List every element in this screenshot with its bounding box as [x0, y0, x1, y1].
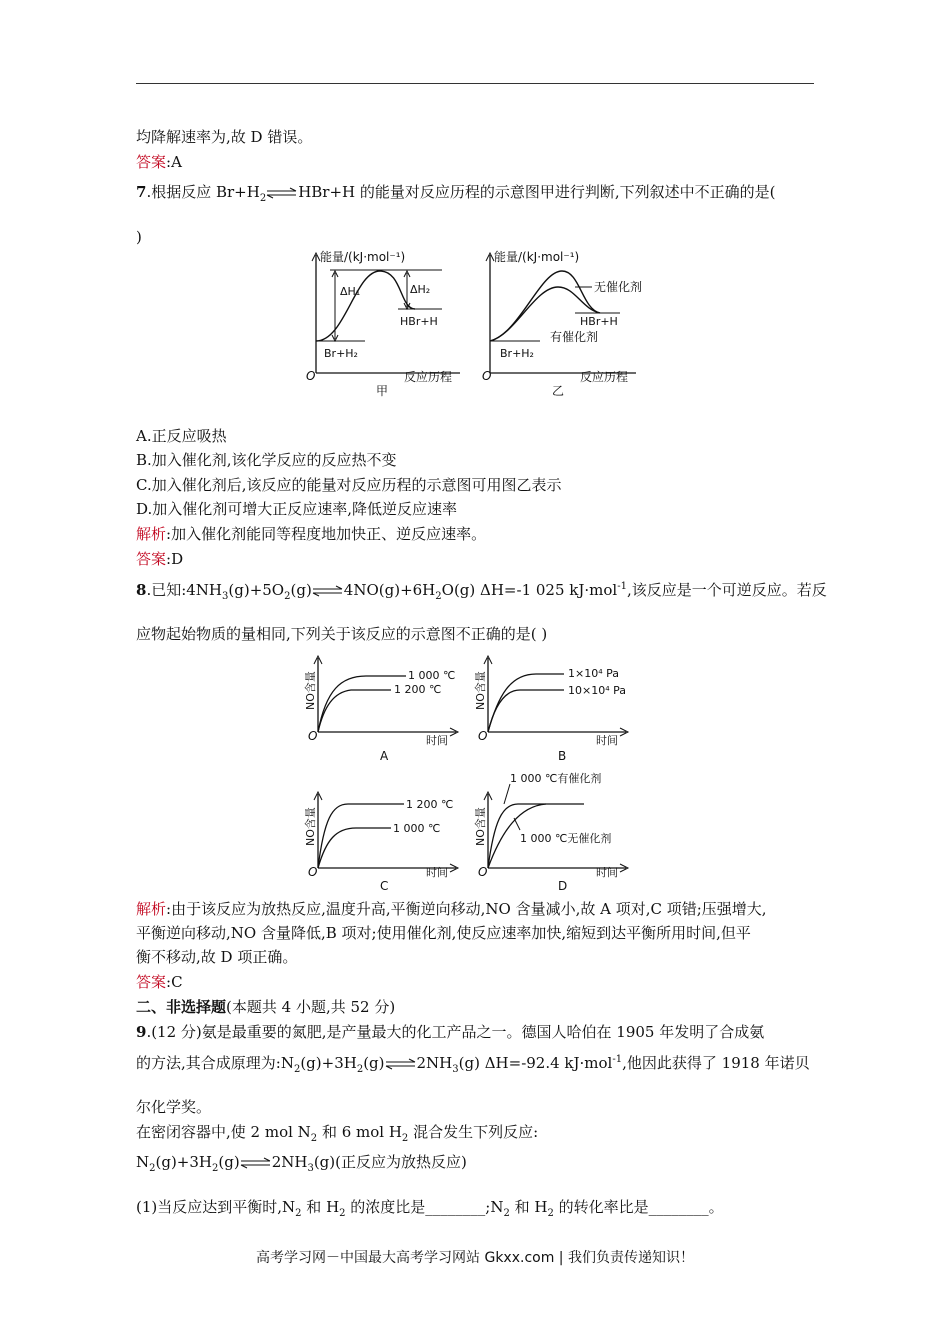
no-catalyst-label: 无催化剂 [594, 280, 643, 294]
reactant-label: Br+H₂ [324, 347, 358, 360]
header-rule [136, 83, 814, 84]
dh1-label: ΔH₁ [340, 285, 361, 298]
series-lower: 1 200 ℃ [394, 683, 442, 696]
caption-d: D [558, 879, 568, 893]
equilibrium-arrow-icon [240, 1157, 272, 1169]
option-b: B.加入催化剂,该化学反应的反应热不变 [136, 451, 397, 469]
equilibrium-arrow-icon [312, 585, 344, 597]
x-axis-label: 时间 [426, 866, 448, 879]
series-upper: 1 000 ℃ [408, 669, 456, 682]
origin-label: O [482, 369, 492, 383]
question-9-line2: 的方法,其合成原理为$:N_2(g)+3H_2(g)$ $2NH_3(g)$ ΔH=-92.4 kJ·mol$^{-1}$,他因此获得了 1918 年诺贝 [136, 1054, 810, 1075]
series-lower: 1 000 ℃无催化剂 [520, 832, 612, 845]
origin-label: O [308, 865, 318, 879]
x-axis-label: 时间 [426, 734, 448, 747]
y-axis-label: NO含量 [474, 807, 487, 846]
origin-label: O [306, 369, 316, 383]
option-a: A.正反应吸热 [136, 427, 227, 445]
product-label: HBr+H [400, 315, 438, 328]
question-9: 9.(12 分)氨是最重要的氮肥,是产量最大的化工产品之一。德国人哈伯在 1905 年发明了合成氨 [136, 1023, 765, 1041]
option-d: D.加入催化剂可增大正反应速率,降低逆反应速率 [136, 500, 458, 518]
question-7-close: ) [136, 228, 142, 246]
chart-a [303, 656, 458, 763]
product-label: HBr+H [580, 315, 618, 328]
y-axis-label: NO含量 [474, 671, 487, 710]
reactant-label: Br+H₂ [500, 347, 534, 360]
x-axis-label: 反应历程 [404, 370, 453, 384]
answer-label: 答案 [136, 153, 167, 171]
caption-a: A [380, 749, 389, 763]
y-axis-label: NO含量 [304, 807, 317, 846]
caption-jia: 甲 [376, 384, 389, 398]
no-content-charts [296, 650, 666, 898]
y-axis-label: 能量/(kJ·mol⁻¹) [494, 250, 580, 264]
page-footer: 高考学习网－中国最大高考学习网站 Gkxx.com | 我们负责传递知识！ [256, 1250, 694, 1266]
with-catalyst-label: 有催化剂 [550, 330, 599, 344]
text-line: 均降解速率为,故 D 错误。 [136, 128, 313, 146]
section-2-heading: 二、非选择题(本题共 4 小题,共 52 分) [136, 998, 396, 1016]
analysis-8-line3: 衡不移动,故 D 项正确。 [136, 948, 298, 966]
option-c: C.加入催化剂后,该反应的能量对反应历程的示意图可用图乙表示 [136, 476, 562, 494]
question-8-line2: 应物起始物质的量相同,下列关于该反应的示意图不正确的是( ) [136, 625, 548, 643]
equilibrium-arrow-icon [385, 1058, 417, 1070]
series-upper: 1 200 ℃ [406, 798, 454, 811]
question-8: 8.已知$:4NH_3(g)+5O_2(g)$ $4NO(g)+6H_2O(g)$ ΔH=-1 025 kJ·mol$^{-1}$,该反应是一个可逆反应。若反 [136, 581, 827, 602]
answer-8: 答案:C [136, 973, 183, 991]
series-lower: 10×10⁴ Pa [568, 684, 626, 697]
answer-7: 答案:D [136, 550, 184, 568]
question-7: 7.根据反应 $Br+H_2$ HBr+H 的能量对反应历程的示意图甲进行判断,下列叙述中不正确的是( [136, 183, 776, 204]
dh2-label: ΔH₂ [410, 283, 431, 296]
x-axis-label: 时间 [596, 734, 618, 747]
analysis-8-line2: 平衡逆向移动,NO 含量降低,B 项对;使用催化剂,使反应速率加快,缩短到达平衡所用时间,但平 [136, 924, 751, 942]
chart-b [473, 656, 628, 763]
chart-d [473, 771, 628, 893]
diagram-jia [306, 249, 460, 398]
question-9-equation: $N_2(g)+3H_2(g)$ $2NH_3(g)$(正反应为放热反应) [136, 1153, 467, 1174]
analysis-7: 解析:加入催化剂能同等程度地加快正、逆反应速率。 [136, 525, 487, 543]
diagram-yi [482, 249, 642, 398]
question-9-line3: 尔化学奖。 [136, 1098, 212, 1116]
energy-diagrams [300, 243, 660, 403]
question-9-line4: 在密闭容器中,使 2 mol $N_2$ 和 6 mol $H_2$ 混合发生下列反应: [136, 1123, 539, 1144]
y-axis-label: NO含量 [304, 671, 317, 710]
origin-label: O [478, 729, 488, 743]
series-lower: 1 000 ℃ [393, 822, 441, 835]
origin-label: O [308, 729, 318, 743]
chart-c [303, 792, 458, 893]
caption-yi: 乙 [552, 384, 565, 398]
caption-c: C [380, 879, 389, 893]
analysis-8-line1: 解析:由于该反应为放热反应,温度升高,平衡逆向移动,NO 含量减小,故 A 项对,C 项错;压强增大, [136, 900, 767, 918]
x-axis-label: 反应历程 [580, 370, 629, 384]
y-axis-label: 能量/(kJ·mol⁻¹) [320, 250, 406, 264]
x-axis-label: 时间 [596, 866, 618, 879]
caption-b: B [558, 749, 567, 763]
series-upper: 1×10⁴ Pa [568, 667, 619, 680]
answer-6: 答案:A [136, 153, 182, 171]
question-9-part-1: (1)当反应达到平衡时$,N_2$ 和 $H_2$ 的浓度比是$\_\_\_\_\_\_\_\_;N_2$ 和 $H_2$ 的转化率比是________。 [136, 1198, 724, 1219]
series-upper: 1 000 ℃有催化剂 [510, 772, 602, 785]
origin-label: O [478, 865, 488, 879]
equilibrium-arrow-icon [266, 187, 298, 199]
